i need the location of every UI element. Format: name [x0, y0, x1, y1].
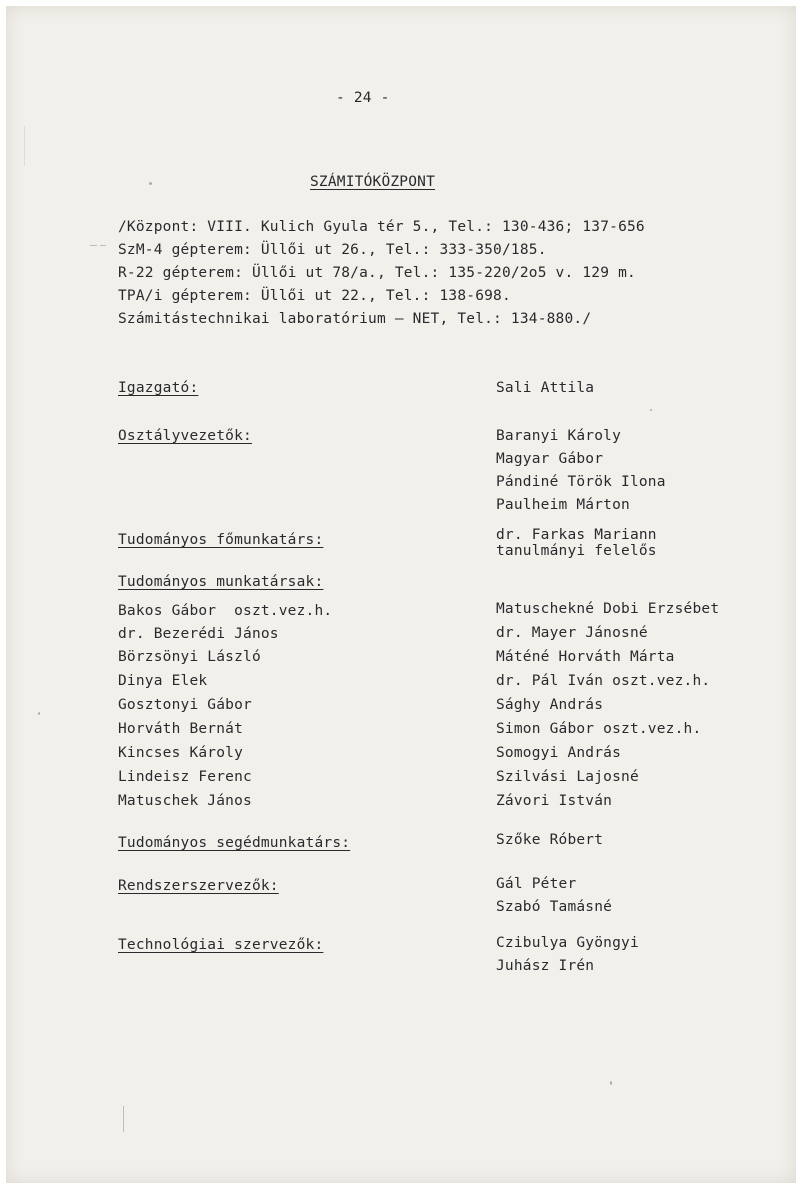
address-line: TPA/i gépterem: Üllői ut 22., Tel.: 138-698.: [118, 288, 511, 304]
research-assistant-name: Szőke Róbert: [496, 832, 604, 848]
address-line: Számitástechnikai laboratórium — NET, Tel.: 134-880./: [118, 311, 592, 327]
margin-mark: [100, 245, 106, 246]
page-title: SZÁMITÓKÖZPONT: [310, 174, 436, 190]
paper-speck: [610, 1081, 612, 1085]
list-item: Magyar Gábor: [496, 451, 604, 467]
chief-researcher-note: tanulmányi felelős: [496, 543, 657, 559]
list-item: Czibulya Gyöngyi: [496, 935, 639, 951]
list-item: Börzsönyi László: [118, 649, 261, 665]
list-item: Závori István: [496, 793, 613, 809]
list-item: Simon Gábor oszt.vez.h.: [496, 721, 702, 737]
list-item: Juhász Irén: [496, 958, 595, 974]
list-item: Gál Péter: [496, 876, 577, 892]
list-item: Matuschekné Dobi Erzsébet: [496, 601, 720, 617]
paper-speck: [149, 182, 152, 185]
margin-mark: [24, 126, 25, 166]
list-item: Máténé Horváth Márta: [496, 649, 675, 665]
director-name: Sali Attila: [496, 380, 595, 396]
chief-researcher-name: dr. Farkas Mariann: [496, 527, 657, 543]
list-item: Baranyi Károly: [496, 428, 622, 444]
list-item: Somogyi András: [496, 745, 622, 761]
document-page: [6, 6, 796, 1183]
list-item: Dinya Elek: [118, 673, 208, 689]
address-line: /Központ: VIII. Kulich Gyula tér 5., Tel.: 130-436; 137-656: [118, 219, 645, 235]
department-heads-label: Osztályvezetők:: [118, 428, 252, 444]
list-item: Gosztonyi Gábor: [118, 697, 252, 713]
address-line: R-22 gépterem: Üllői ut 78/a., Tel.: 135-220/2o5 v. 129 m.: [118, 265, 636, 281]
paper-speck: [650, 409, 652, 411]
list-item: dr. Mayer Jánosné: [496, 625, 648, 641]
address-line: SzM-4 gépterem: Üllői ut 26., Tel.: 333-350/185.: [118, 242, 547, 258]
paper-speck: [38, 712, 40, 715]
margin-mark: [123, 1106, 124, 1132]
list-item: Matuschek János: [118, 793, 252, 809]
list-item: Sághy András: [496, 697, 604, 713]
list-item: Lindeisz Ferenc: [118, 769, 252, 785]
list-item: dr. Bezerédi János: [118, 626, 279, 642]
list-item: Kincses Károly: [118, 745, 244, 761]
list-item: dr. Pál Iván oszt.vez.h.: [496, 673, 711, 689]
list-item: Pándiné Török Ilona: [496, 474, 666, 490]
system-organizers-label: Rendszerszervezők:: [118, 878, 279, 894]
list-item: Bakos Gábor oszt.vez.h.: [118, 603, 333, 619]
researchers-label: Tudományos munkatársak:: [118, 574, 324, 590]
list-item: Paulheim Márton: [496, 497, 630, 513]
margin-mark: [90, 245, 97, 246]
chief-researcher-label: Tudományos főmunkatárs:: [118, 532, 324, 548]
page-number: - 24 -: [336, 90, 390, 106]
technology-organizers-label: Technológiai szervezők:: [118, 937, 324, 953]
list-item: Szabó Tamásné: [496, 899, 613, 915]
director-label: Igazgató:: [118, 380, 199, 396]
list-item: Horváth Bernát: [118, 721, 244, 737]
list-item: Szilvási Lajosné: [496, 769, 639, 785]
research-assistant-label: Tudományos segédmunkatárs:: [118, 835, 351, 851]
